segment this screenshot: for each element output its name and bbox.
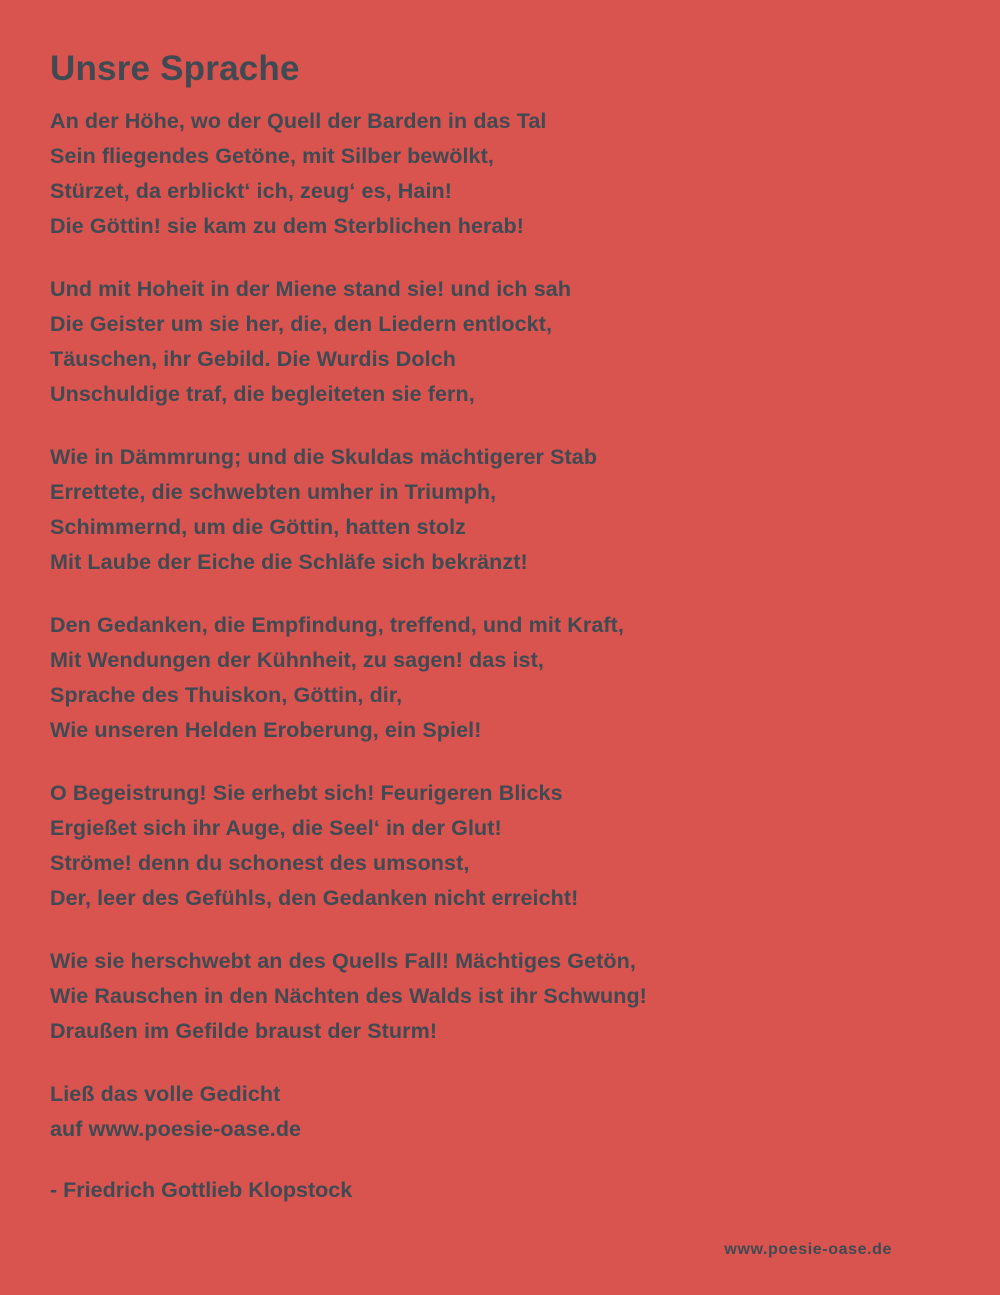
poem-line: An der Höhe, wo der Quell der Barden in das Tal (50, 109, 547, 133)
poem-line: Ströme! denn du schonest des umsonst, (50, 851, 470, 875)
poem-line: O Begeistrung! Sie erhebt sich! Feurigeren Blicks (50, 781, 563, 805)
poem-line: Sein fliegendes Getöne, mit Silber bewölkt, (50, 144, 494, 168)
poem-line: Und mit Hoheit in der Miene stand sie! und ich sah (50, 277, 572, 301)
poem-line: Die Göttin! sie kam zu dem Sterblichen herab! (50, 214, 525, 238)
poem-line: Mit Wendungen der Kühnheit, zu sagen! das ist, (50, 648, 544, 672)
stanza-2 (50, 272, 950, 412)
poem-content (50, 48, 950, 1208)
poem-line: Stürzet, da erblickt‘ ich, zeug‘ es, Hain! (50, 179, 453, 203)
poem-line: Wie Rauschen in den Nächten des Walds ist ihr Schwung! (50, 984, 647, 1008)
poem-line: Draußen im Gefilde braust der Sturm! (50, 1019, 438, 1043)
stanza-1 (50, 104, 950, 244)
poem-line: Den Gedanken, die Empfindung, treffend, und mit Kraft, (50, 613, 624, 637)
poem-line: Mit Laube der Eiche die Schläfe sich bekränzt! (50, 550, 528, 574)
stanza-6 (50, 944, 950, 1049)
poem-line: Unschuldige traf, die begleiteten sie fern, (50, 382, 475, 406)
poem-line: Die Geister um sie her, die, den Liedern entlockt, (50, 312, 553, 336)
cta-line-2[interactable]: auf www.poesie-oase.de (50, 1117, 302, 1141)
poem-line: Wie sie herschwebt an des Quells Fall! Mächtiges Getön, (50, 949, 636, 973)
poem-line: Errettete, die schwebten umher in Triumph, (50, 480, 497, 504)
stanza-5 (50, 776, 950, 916)
stanza-4 (50, 608, 950, 748)
call-to-action (50, 1077, 950, 1147)
poem-line: Der, leer des Gefühls, den Gedanken nicht erreicht! (50, 886, 579, 910)
footer-website-url[interactable]: www.poesie-oase.de (724, 1241, 892, 1258)
poem-line: Ergießet sich ihr Auge, die Seel‘ in der Glut! (50, 816, 502, 840)
poem-line: Wie unseren Helden Eroberung, ein Spiel! (50, 718, 482, 742)
page-title: Unsre Sprache (50, 49, 300, 88)
cta-line-1: Ließ das volle Gedicht (50, 1082, 281, 1106)
author-credit: - Friedrich Gottlieb Klopstock (50, 1178, 353, 1202)
poem-line: Sprache des Thuiskon, Göttin, dir, (50, 683, 403, 707)
poem-line: Schimmernd, um die Göttin, hatten stolz (50, 515, 467, 539)
stanza-3 (50, 440, 950, 580)
poem-line: Wie in Dämmrung; und die Skuldas mächtigerer Stab (50, 445, 598, 469)
poem-line: Täuschen, ihr Gebild. Die Wurdis Dolch (50, 347, 456, 371)
